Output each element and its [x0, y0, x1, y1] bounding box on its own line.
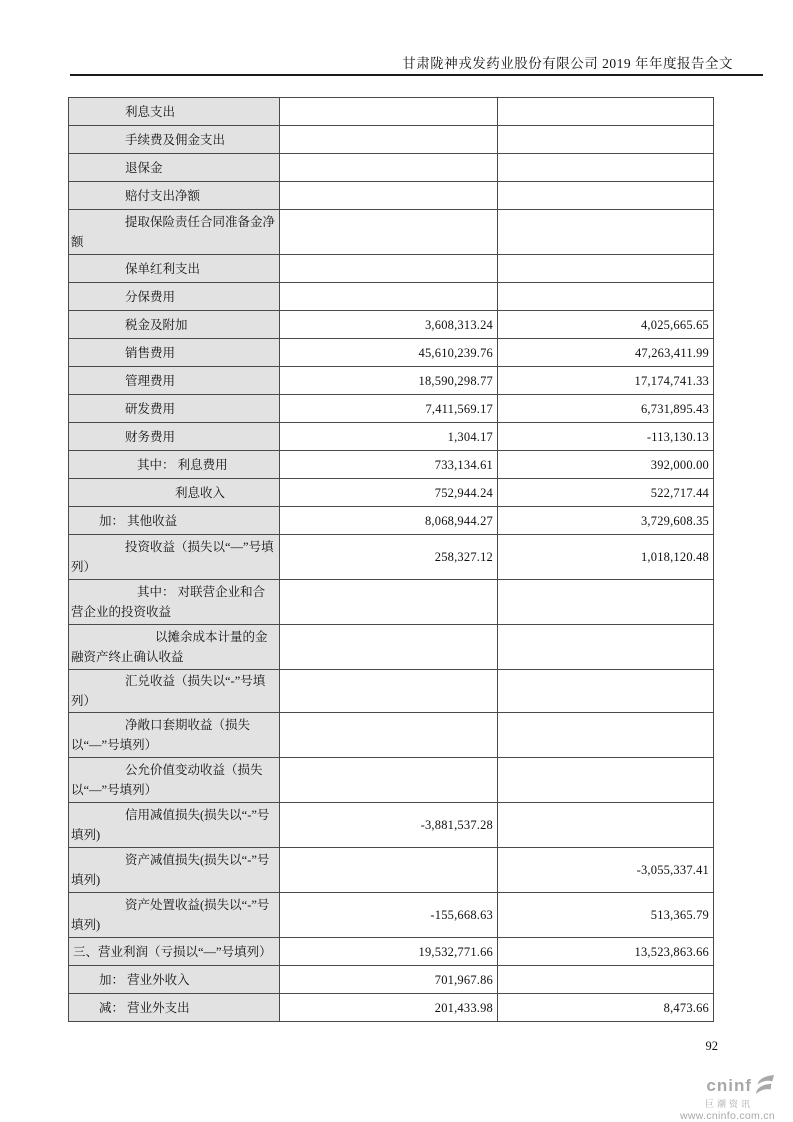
row-label-cell: 赔付支出净额: [69, 182, 280, 210]
value-cell-col2: 392,000.00: [498, 451, 714, 479]
row-label-cell: 管理费用: [69, 367, 280, 395]
value-cell-col1: 3,608,313.24: [280, 311, 498, 339]
value-cell-col2: 4,025,665.65: [498, 311, 714, 339]
table-row: [69, 479, 714, 507]
income-statement-table: [68, 97, 714, 1022]
row-label-cell: 三、营业利润（亏损以“—”号填列）: [69, 938, 280, 966]
value-cell-col2: [498, 283, 714, 311]
value-cell-col2: [498, 182, 714, 210]
value-cell-col1: 7,411,569.17: [280, 395, 498, 423]
value-cell-col1: [280, 154, 498, 182]
value-cell-col1: [280, 255, 498, 283]
value-cell-col2: [498, 154, 714, 182]
value-cell-col2: [498, 126, 714, 154]
value-cell-col1: [280, 758, 498, 803]
table-row: [69, 938, 714, 966]
table-row: [69, 210, 714, 255]
table-row: [69, 758, 714, 803]
row-label-cell: 减： 营业外支出: [69, 994, 280, 1022]
value-cell-col1: 258,327.12: [280, 535, 498, 580]
table-row: [69, 625, 714, 670]
value-cell-col2: [498, 255, 714, 283]
table-row: [69, 848, 714, 893]
value-cell-col1: [280, 580, 498, 625]
value-cell-col1: 19,532,771.66: [280, 938, 498, 966]
row-label-cell: 汇兑收益（损失以“-”号填列）: [69, 670, 280, 713]
row-label-cell: 资产减值损失(损失以“-”号填列): [69, 848, 280, 893]
cninfo-url: www.cninfo.com.cn: [680, 1110, 775, 1122]
value-cell-col1: [280, 98, 498, 126]
value-cell-col1: [280, 126, 498, 154]
table-row: [69, 670, 714, 713]
header-rule: [70, 74, 763, 76]
row-label-cell: 提取保险责任合同准备金净额: [69, 210, 280, 255]
row-label-cell: 分保费用: [69, 283, 280, 311]
row-label-cell: 研发费用: [69, 395, 280, 423]
table-row: [69, 893, 714, 938]
row-label-cell: 其中： 利息费用: [69, 451, 280, 479]
row-label-cell: 销售费用: [69, 339, 280, 367]
table-row: [69, 535, 714, 580]
table-row: [69, 367, 714, 395]
row-label-cell: 加： 其他收益: [69, 507, 280, 535]
row-label-cell: 公允价值变动收益（损失以“—”号填列）: [69, 758, 280, 803]
value-cell-col2: 6,731,895.43: [498, 395, 714, 423]
value-cell-col2: -113,130.13: [498, 423, 714, 451]
row-label-cell: 利息收入: [69, 479, 280, 507]
table-row: [69, 154, 714, 182]
value-cell-col1: 45,610,239.76: [280, 339, 498, 367]
table-row: [69, 126, 714, 154]
value-cell-col2: 1,018,120.48: [498, 535, 714, 580]
value-cell-col2: [498, 758, 714, 803]
row-label-cell: 财务费用: [69, 423, 280, 451]
value-cell-col2: [498, 98, 714, 126]
header-title: 甘肃陇神戎发药业股份有限公司 2019 年年度报告全文: [402, 56, 733, 71]
table-row: [69, 283, 714, 311]
value-cell-col1: 1,304.17: [280, 423, 498, 451]
value-cell-col1: 733,134.61: [280, 451, 498, 479]
value-cell-col1: [280, 625, 498, 670]
value-cell-col2: [498, 713, 714, 758]
table-row: [69, 255, 714, 283]
value-cell-col1: 701,967.86: [280, 966, 498, 994]
table-row: [69, 395, 714, 423]
row-label-cell: 其中： 对联营企业和合营企业的投资收益: [69, 580, 280, 625]
value-cell-col1: [280, 182, 498, 210]
table-row: [69, 339, 714, 367]
value-cell-col2: 47,263,411.99: [498, 339, 714, 367]
table-row: [69, 580, 714, 625]
cninfo-brand-text: cninf: [706, 1076, 752, 1096]
value-cell-col2: [498, 670, 714, 713]
cninfo-logo-row: [655, 1075, 775, 1099]
table-row: [69, 803, 714, 848]
income-statement-rows: [69, 98, 714, 1022]
value-cell-col2: [498, 625, 714, 670]
page-number: 92: [705, 1039, 718, 1053]
value-cell-col1: [280, 283, 498, 311]
table-row: [69, 451, 714, 479]
cninfo-chinese-name: 巨潮资讯: [704, 1098, 753, 1109]
row-label-cell: 保单红利支出: [69, 255, 280, 283]
row-label-cell: 加： 营业外收入: [69, 966, 280, 994]
row-label-cell: 净敞口套期收益（损失以“—”号填列）: [69, 713, 280, 758]
row-label-cell: 投资收益（损失以“—”号填列）: [69, 535, 280, 580]
value-cell-col2: [498, 803, 714, 848]
value-cell-col2: 522,717.44: [498, 479, 714, 507]
value-cell-col1: 201,433.98: [280, 994, 498, 1022]
table-row: [69, 713, 714, 758]
row-label-cell: 资产处置收益(损失以“-”号填列): [69, 893, 280, 938]
row-label-cell: 手续费及佣金支出: [69, 126, 280, 154]
cninfo-logo: [655, 1075, 775, 1122]
value-cell-col2: [498, 966, 714, 994]
table-row: [69, 423, 714, 451]
row-label-cell: 利息支出: [69, 98, 280, 126]
value-cell-col1: -155,668.63: [280, 893, 498, 938]
value-cell-col1: [280, 713, 498, 758]
table-row: [69, 994, 714, 1022]
value-cell-col2: 17,174,741.33: [498, 367, 714, 395]
value-cell-col1: -3,881,537.28: [280, 803, 498, 848]
value-cell-col2: 3,729,608.35: [498, 507, 714, 535]
table-row: [69, 966, 714, 994]
table-row: [69, 182, 714, 210]
value-cell-col1: [280, 210, 498, 255]
cninfo-swoosh-icon: [754, 1075, 775, 1099]
value-cell-col1: [280, 848, 498, 893]
value-cell-col2: 8,473.66: [498, 994, 714, 1022]
value-cell-col1: 8,068,944.27: [280, 507, 498, 535]
row-label-cell: 退保金: [69, 154, 280, 182]
value-cell-col2: 13,523,863.66: [498, 938, 714, 966]
row-label-cell: 信用减值损失(损失以“-”号填列): [69, 803, 280, 848]
value-cell-col2: 513,365.79: [498, 893, 714, 938]
value-cell-col1: 752,944.24: [280, 479, 498, 507]
value-cell-col2: [498, 580, 714, 625]
row-label-cell: 以摊余成本计量的金融资产终止确认收益: [69, 625, 280, 670]
value-cell-col2: -3,055,337.41: [498, 848, 714, 893]
table-row: [69, 507, 714, 535]
table-row: [69, 311, 714, 339]
table-row: [69, 98, 714, 126]
value-cell-col1: 18,590,298.77: [280, 367, 498, 395]
row-label-cell: 税金及附加: [69, 311, 280, 339]
value-cell-col1: [280, 670, 498, 713]
value-cell-col2: [498, 210, 714, 255]
